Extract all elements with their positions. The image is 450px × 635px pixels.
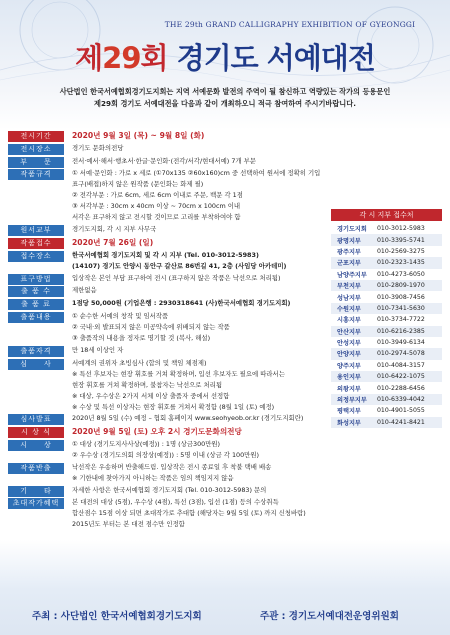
branch-phone: 010-3908-7456 — [377, 293, 425, 301]
row-value-line: ③ 출품작의 내용을 정자로 명기할 것 (복사, 해설) — [72, 333, 211, 342]
branch-name: 안산지부 — [337, 328, 361, 336]
row-label: 표구방법 — [8, 274, 64, 285]
row-value-line: ② 국내·외 발표되지 않은 미공약속에 위배되지 않는 작품 — [72, 322, 230, 331]
row-value-line: ② 전각부문 : 가로 6cm, 세로 6cm 이내로 주문, 백문 각 1점 — [72, 191, 243, 200]
branch-row — [331, 303, 442, 314]
branch-phone: 010-2974-5078 — [377, 350, 425, 358]
info-row — [8, 497, 442, 530]
branch-name: 의정부지부 — [337, 397, 367, 405]
branch-phone: 010-4241-8421 — [377, 418, 425, 426]
row-value-line: 자세한 사항은 한국서예협회 경기도지회 (Tel. 010-3012-5983) 문의 — [72, 485, 267, 494]
intro-text — [20, 86, 430, 109]
branch-name: 성남지부 — [337, 294, 361, 302]
row-value-line: ① 순수한 서예의 창작 및 임서작품 — [72, 311, 169, 320]
branch-phone: 010-4273-6050 — [377, 270, 425, 278]
branch-phone: 010-4084-3157 — [377, 361, 425, 369]
branch-name: 부천지부 — [337, 283, 361, 291]
branch-row — [331, 394, 442, 405]
branch-phone: 010-3395-5741 — [377, 236, 425, 244]
row-label: 전시기간 — [8, 131, 64, 142]
row-label: 작품반출 — [8, 463, 64, 474]
row-value-line: 본 대전의 대상 (5점), 우수상 (4점), 특선 (3점), 입선 (1점) 등의 수상취득 — [72, 498, 279, 507]
branch-row — [331, 360, 442, 371]
branch-row — [331, 234, 442, 245]
row-label: 출 품 료 — [8, 299, 64, 310]
host-credit: 주최 : 사단법인 한국서예협회경기도지회 — [32, 611, 202, 622]
row-value-line: ※ 기한내에 찾아가지 아니하는 작품은 임의 책임지지 않음 — [72, 473, 234, 482]
branch-row — [331, 405, 442, 416]
row-label: 출 품 수 — [8, 286, 64, 297]
branch-row — [331, 291, 442, 302]
row-value — [64, 439, 442, 461]
row-value-line: 2020년 9월 3일 (목) ~ 9월 8일 (화) — [72, 131, 205, 140]
row-value-line: 2020년 7월 26일 (일) — [72, 237, 154, 247]
row-value-line: ① 서예·문인화 : 가로 x 세로 (①70x135 ②60x160)cm 중 선택하여 원서에 정확히 기입 — [72, 169, 321, 178]
branch-phone: 010-4901-5055 — [377, 407, 425, 415]
row-value — [64, 130, 442, 141]
row-label: 초대작가혜택 — [8, 498, 64, 509]
branch-phone: 010-6339-4042 — [377, 396, 425, 404]
branch-rows — [331, 223, 442, 428]
intro-line: 제29회 경기도 서예대전을 다음과 같이 개최하오니 적극 참여하여 주시기바랍니다. — [94, 98, 356, 108]
branch-name: 화성지부 — [337, 419, 361, 427]
row-label: 접수장소 — [8, 251, 64, 262]
branch-row — [331, 337, 442, 348]
info-row — [8, 485, 442, 497]
branch-name: 남양주지부 — [337, 271, 367, 279]
branch-phone: 010-2569-3275 — [377, 247, 425, 255]
row-value-line: 1점당 50,000원 (기업은행 : 2930318641 (사)한국서예협회 경기도지회) — [72, 299, 291, 308]
row-value — [64, 143, 442, 154]
title-main: 경기도 서예대전 — [167, 41, 375, 75]
row-label: 전시장소 — [8, 144, 64, 155]
branch-phone: 010-6422-1075 — [377, 373, 425, 381]
row-value-line: 서예계의 권위자 초빙심사 (합의 및 책임 체점제) — [72, 358, 207, 367]
row-value-line: 제한없음 — [72, 286, 97, 295]
row-label: 원서교부 — [8, 225, 64, 236]
info-row — [8, 156, 442, 168]
row-label: 심사발표 — [8, 414, 64, 425]
branch-row — [331, 371, 442, 382]
info-row — [8, 143, 442, 155]
row-value — [64, 497, 442, 530]
branch-row — [331, 382, 442, 393]
row-value-line: ※ 수상 및 특선 이상자는 현장 휘호를 거쳐서 확정함 (8월 1일 (토) 예정) — [72, 402, 275, 411]
branch-name: 용인지부 — [337, 374, 361, 382]
row-label: 시 상 — [8, 440, 64, 451]
row-value — [64, 485, 442, 496]
intro-line: 사단법인 한국서예협회경기도지회는 지역 서예문화 발전의 주역이 될 참신하고 역량있는 작가의 등용문인 — [59, 87, 391, 96]
row-value-line: ① 대상 (경기도지사사상(예정)) : 1명 (상금300만원) — [72, 439, 221, 448]
row-value-line: ※ 특선 후보자는 현장 휘호를 거쳐 확정하며, 입선 후보자도 필요에 따라서는 — [72, 369, 285, 378]
row-value-line: 입상작은 본인 부담 표구하여 전시 (표구하지 않은 작품은 낙선으로 처리됨) — [72, 273, 281, 282]
branch-row — [331, 417, 442, 428]
row-value — [64, 156, 442, 167]
branch-phone: 010-3012-5983 — [377, 225, 425, 233]
branch-row — [331, 326, 442, 337]
row-value-line: ※ 대상, 우수상은 2가지 서체 이상 출품자 중에서 선정함 — [72, 391, 230, 400]
row-value-line: ③ 서각부문 : 30cm x 40cm 이상 ~ 70cm x 100cm 이내 — [72, 202, 241, 211]
row-label: 작품접수 — [8, 238, 64, 249]
footer — [0, 600, 450, 630]
branch-phone: 010-2809-1970 — [377, 282, 425, 290]
row-value-line: 2015년도 부터는 본 대전 점수만 인정함 — [72, 520, 185, 529]
info-row — [8, 130, 442, 142]
branch-phone: 010-3734-7722 — [377, 316, 425, 324]
info-row — [8, 439, 442, 461]
branch-row — [331, 269, 442, 280]
title-prefix: 제 — [75, 41, 103, 75]
branch-name: 군포지부 — [337, 260, 361, 268]
branch-name: 양주지부 — [337, 362, 361, 370]
title-number: 29 — [102, 41, 141, 75]
row-value-line: 만 18세 이상인 자 — [72, 345, 124, 354]
branch-phone: 010-7341-5630 — [377, 304, 425, 312]
branch-row — [331, 223, 442, 234]
branch-name: 경기도지회 — [337, 226, 367, 234]
branch-phone: 010-6216-2385 — [377, 327, 425, 335]
branch-phone: 010-2323-1435 — [377, 259, 425, 267]
branch-row — [331, 257, 442, 268]
row-value-line: 경기도 문화의전당 — [72, 143, 124, 152]
branch-row — [331, 348, 442, 359]
branch-name: 시흥지부 — [337, 317, 361, 325]
row-label: 부 문 — [8, 157, 64, 168]
row-label: 시 상 식 — [8, 427, 64, 438]
row-value-line: 표구(배접)하지 않은 원작품 (문인화는 화제 필) — [72, 180, 204, 189]
branch-name: 의왕지부 — [337, 385, 361, 393]
branch-contact-list — [331, 209, 442, 428]
header — [0, 0, 450, 108]
row-value-line: (14107) 경기도 안양시 동안구 갈산로 86번길 41, 2층 (사임당 아카데미) — [72, 261, 287, 270]
row-label: 출품내용 — [8, 312, 64, 323]
branch-row — [331, 314, 442, 325]
row-value-line: 전서·예서·해서·행초서·한글·문인화·(전각/서각/현대서예) 7개 부문 — [72, 156, 256, 165]
row-value-line: 현장 휘호를 거쳐 확정하며, 불참자는 낙선으로 처리됨 — [72, 380, 223, 389]
row-value-line: 한국서예협회 경기도지회 및 각 시 지부 (Tel. 010-3012-5983) — [72, 250, 259, 259]
branch-name: 안양지부 — [337, 351, 361, 359]
row-label: 작품규격 — [8, 169, 64, 180]
row-label: 출품자격 — [8, 346, 64, 357]
branch-phone: 010-2288-6456 — [377, 384, 425, 392]
branch-row — [331, 246, 442, 257]
row-value-line: 경기도지회, 각 시 지부 사무국 — [72, 225, 157, 234]
branch-row — [331, 280, 442, 291]
branch-name: 광명지부 — [337, 237, 361, 245]
branch-phone: 010-3949-6134 — [377, 339, 425, 347]
row-value-line: 2020년 8월 5일 (수) 예정 – 협회 홈페이지 www.seohyeob.or.kr (경기도지회란) — [72, 414, 304, 423]
branch-heading: 각 시 지부 접수처 — [331, 209, 442, 221]
row-label: 기 타 — [8, 486, 64, 497]
branch-name: 광주지부 — [337, 248, 361, 256]
page-title — [0, 36, 450, 77]
row-value-line: 낙선작은 우송하며 반출해드림. 입상작은 전시 종료일 후 착불 택배 배송 — [72, 462, 272, 471]
branch-name: 안성지부 — [337, 340, 361, 348]
english-title: THE 29th GRAND CALLIGRAPHY EXHIBITION OF GYEONGGI — [164, 20, 416, 29]
row-value-line: 합산점수 15점 이상 되면 초대작가로 추대함 (해당자는 9월 5일 (토) 까지 신청바람) — [72, 509, 306, 518]
organizer-credit: 주관 : 경기도서예대전운영위원회 — [260, 611, 399, 622]
branch-name: 평택지부 — [337, 408, 361, 416]
row-value-line: 서각은 표구하지 않고 전시할 것이므로 고리를 부착하여야 함 — [72, 213, 241, 222]
row-value-line: 2020년 9월 5일 (토) 오후 2시 경기도문화의전당 — [72, 427, 242, 437]
row-label: 심 사 — [8, 359, 64, 370]
branch-name: 수원지부 — [337, 305, 361, 313]
row-value — [64, 462, 442, 484]
title-suffix: 회 — [140, 41, 168, 75]
row-value-line: ② 우수상 (경기도의회 의장상(예정)) : 5명 이내 (상금 각 100만원) — [72, 450, 260, 459]
info-row — [8, 462, 442, 484]
